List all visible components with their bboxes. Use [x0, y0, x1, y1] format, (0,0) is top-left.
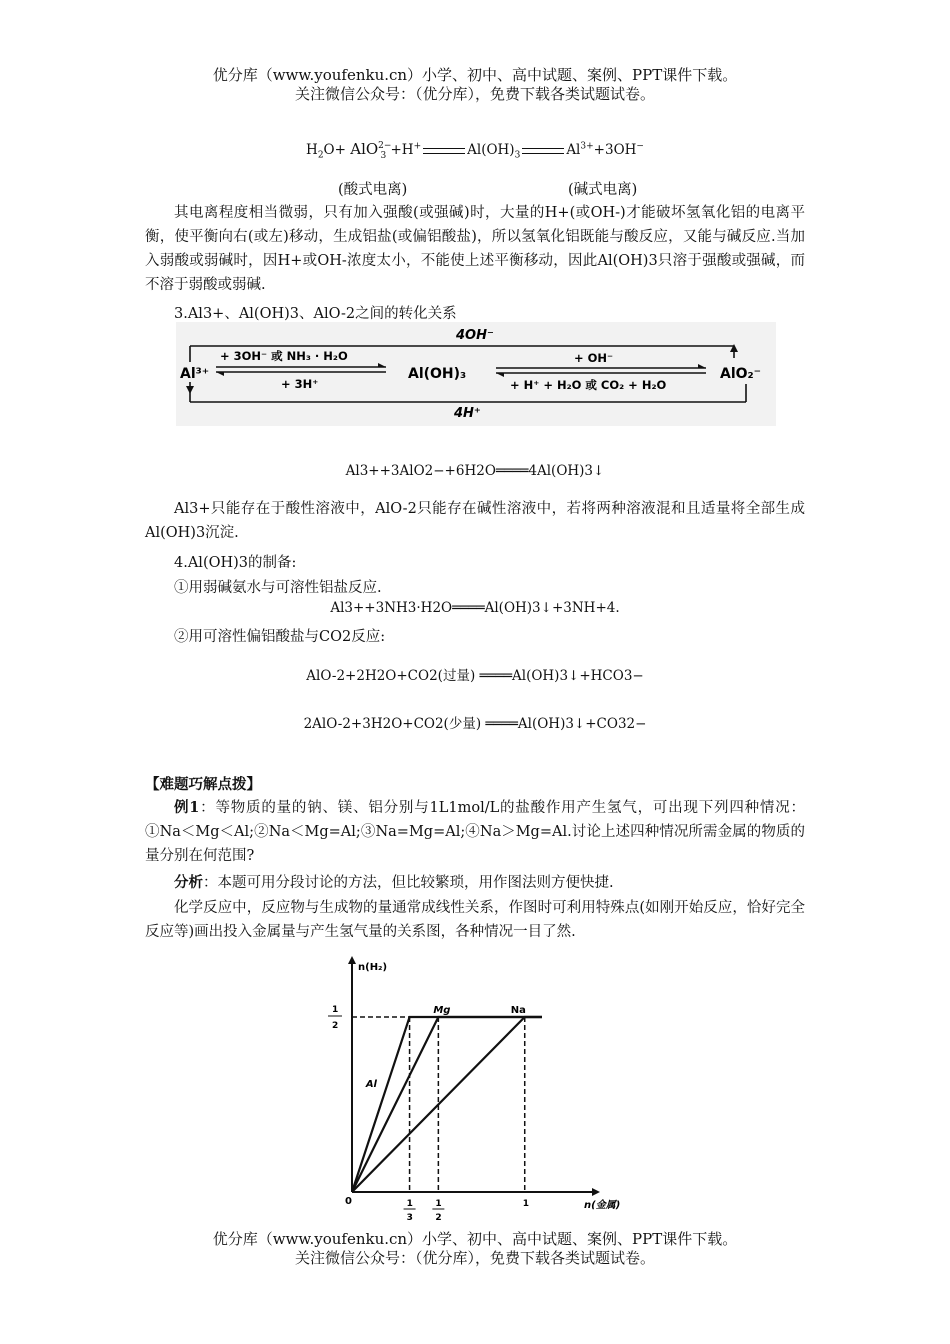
analysis-label: 分析: [174, 874, 203, 891]
item-3-title: 3.Al3+、Al(OH)3、AlO-2之间的转化关系: [174, 306, 457, 322]
x-tick-label-numerator: 1: [435, 1199, 442, 1209]
equilibrium-arrow: [423, 148, 465, 154]
page-header: [0, 66, 950, 104]
equilibrium-arrow: [522, 148, 564, 154]
diagram-bottom-label: 4H⁺: [454, 406, 481, 421]
conversion-diagram: [176, 322, 776, 426]
footer-line-2: 关注微信公众号：（优分库），免费下载各类试题试卷。: [294, 1249, 655, 1267]
section-title: 【难题巧解点拨】: [145, 776, 261, 793]
x-tick-label: 1: [522, 1199, 529, 1209]
y-tick-label-numerator: 1: [332, 1005, 339, 1015]
eq-alo: AlO$^{2-}_3$: [350, 140, 392, 161]
label-base-ionization: (碱式电离): [568, 182, 638, 198]
x-tick-label-numerator: 1: [406, 1199, 413, 1209]
item-4-2: ②用可溶性偏铝酸盐与CO2反应:: [174, 629, 386, 645]
series-label-mg: Mg: [433, 1005, 451, 1016]
diagram-left-top-reagent: + 3OH⁻ 或 NH₃ · H₂O: [220, 349, 348, 363]
example-text: ：等物质的量的钠、镁、铝分别与1L1mol/L的盐酸作用产生氢气，可出现下列四种情况：①Na＜Mg＜Al;②Na＜Mg=Al;③Na=Mg=Al;④Na＞Mg=Al.讨论上述四种情况所需金属的物质的量分别在何范围?: [145, 800, 805, 864]
series-label-al: Al: [365, 1079, 377, 1090]
eq-h2o: $H_2O+$: [306, 142, 346, 161]
eq-al3-oh: $Al^{3+}+3OH^-$: [566, 141, 644, 158]
series-label-na: Na: [510, 1005, 526, 1016]
y-axis-label: n(H₂): [358, 962, 388, 973]
diagram-alo2: AlO₂⁻: [720, 366, 762, 382]
paragraph-coexistence: Al3+只能存在于酸性溶液中，AlO-2只能存在碱性溶液中，若将两种溶液混和且适量将全部生成Al(OH)3沉淀.: [145, 501, 805, 541]
equation-3: Al3++3NH3·H2O════Al(OH)3↓+3NH+4.: [330, 600, 620, 616]
item-4-title: 4.Al(OH)3的制备:: [174, 555, 297, 571]
paragraph-graph-method: 化学反应中，反应物与生成物的量通常成线性关系，作图时可利用特殊点(如刚开始反应，恰好完全反应等)画出投入金属量与产生氢气量的关系图，各种情况一目了然.: [145, 900, 805, 940]
diagram-al3: Al³⁺: [180, 366, 210, 382]
eq-aloh3: $Al(OH)_3$: [467, 142, 521, 161]
diagram-left-bottom-reagent: + 3H⁺: [281, 377, 319, 391]
page-footer: [0, 1230, 950, 1268]
series-line-al: [352, 1017, 542, 1192]
y-tick-label-denominator: 2: [332, 1021, 339, 1031]
diagram-top-label: 4OH⁻: [456, 328, 494, 343]
analysis-text: ：本题可用分段讨论的方法，但比较繁琐，用作图法则方便快捷.: [203, 875, 614, 891]
diagram-aloh3: Al(OH)₃: [408, 366, 467, 382]
x-tick-label-denominator: 2: [435, 1213, 442, 1223]
ionization-equation: [0, 140, 950, 161]
diagram-right-top-reagent: + OH⁻: [574, 351, 614, 365]
eq2-text: Al3++3AlO2−+6H2O════4Al(OH)3↓: [345, 463, 605, 479]
diagram-right-bottom-reagent: + H⁺ + H₂O 或 CO₂ + H₂O: [510, 378, 667, 392]
x-axis-label: n(金属): [584, 1200, 621, 1211]
equation-4: AlO-2+2H2O+CO2(过量) ════Al(OH)3↓+HCO3−: [306, 668, 644, 684]
header-line-2: 关注微信公众号：（优分库），免费下载各类试题试卷。: [294, 85, 655, 103]
footer-line-1: 优分库（www.youfenku.cn）小学、初中、高中试题、案例、PPT课件下载。: [212, 1230, 738, 1248]
x-tick-label-denominator: 3: [406, 1213, 413, 1223]
example-1: [145, 796, 805, 868]
eq-h-plus: +H+: [390, 141, 422, 158]
example-label: 例1: [174, 799, 200, 816]
item-4-1: ①用弱碱氨水与可溶性铝盐反应.: [174, 580, 382, 596]
equation-5: 2AlO-2+3H2O+CO2(少量) ════Al(OH)3↓+CO32−: [303, 716, 647, 732]
origin-label: 0: [345, 1196, 352, 1207]
hydrogen-metal-chart: [310, 944, 630, 1224]
header-line-1: 优分库（www.youfenku.cn）小学、初中、高中试题、案例、PPT课件下载。: [212, 66, 738, 84]
label-acid-ionization: (酸式电离): [338, 182, 408, 198]
analysis: [145, 871, 805, 895]
paragraph-ionization: 其电离程度相当微弱，只有加入强酸(或强碱)时，大量的H+(或OH-)才能破坏氢氧化铝的电离平衡，使平衡向右(或左)移动，生成铝盐(或偏铝酸盐)，所以氢氧化铝既能与酸反应，又能与碱反应.当加入弱酸或弱碱时，因H+或OH-浓度太小，不能使上述平衡移动，因此Al(OH)3只溶于强酸或强碱，而不溶于弱酸或弱碱.: [145, 205, 805, 293]
x-axis-arrowhead: [592, 1188, 600, 1196]
y-axis-arrowhead: [348, 956, 356, 964]
equation-2: [0, 463, 950, 479]
